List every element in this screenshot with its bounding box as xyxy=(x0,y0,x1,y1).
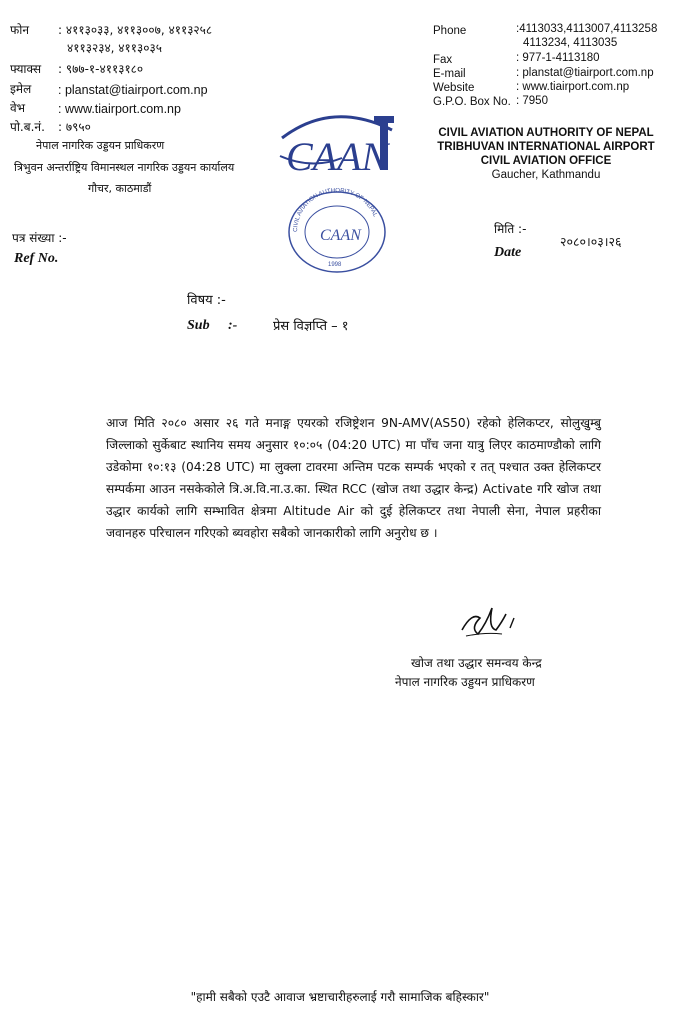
web-label-en: Website xyxy=(433,82,475,94)
footer-slogan: "हामी सबैको एउटै आवाज भ्रष्टाचारीहरुलाई गरौ सामाजिक बहिस्कार" xyxy=(190,990,490,1004)
phone-label-en: Phone xyxy=(433,25,467,37)
web-value-en: : www.tiairport.com.np xyxy=(516,81,630,93)
phone-value-np-2: ४११३२३४, ४११३०३५ xyxy=(67,41,162,55)
subject-label-en: Sub xyxy=(187,318,210,333)
signatory-org: नेपाल नागरिक उड्डयन प्राधिकरण xyxy=(395,675,535,689)
email-value-np: : planstat@tiairport.com.np xyxy=(58,83,208,97)
phone-value-en: :4113033,4113007,4113258 xyxy=(516,23,658,35)
gpo-value-en: : 7950 xyxy=(516,95,548,107)
signatory-unit: खोज तथा उद्धार समन्वय केन्द्र xyxy=(411,656,542,670)
office-location-en: Gaucher, Kathmandu xyxy=(491,169,601,181)
web-label-np: वेभ xyxy=(10,101,26,115)
gpo-label-en: G.P.O. Box No. xyxy=(433,96,511,108)
logo-text: CAAN xyxy=(286,134,389,179)
org-name-np: नेपाल नागरिक उड्डयन प्राधिकरण xyxy=(36,139,165,152)
subject-value: प्रेस विज्ञप्ति – १ xyxy=(273,319,349,334)
ref-label-np: पत्र संख्या :- xyxy=(12,231,67,245)
fax-value-np: : ९७७-१-४११३१८० xyxy=(58,62,144,76)
press-release-body xyxy=(106,412,601,544)
office-location-np: गौचर, काठमाडौं xyxy=(88,182,152,195)
caan-seal xyxy=(283,188,391,276)
web-value-np: : www.tiairport.com.np xyxy=(58,102,181,116)
date-label-np: मिति :- xyxy=(494,222,527,236)
airport-name-en: TRIBHUVAN INTERNATIONAL AIRPORT xyxy=(437,141,655,153)
pobox-value-np: : ७९५० xyxy=(58,120,91,134)
phone-label-np: फोन xyxy=(10,23,30,37)
subject-label-np: विषय :- xyxy=(187,293,226,308)
date-value: २०८०।०३।२६ xyxy=(560,234,622,249)
ref-label-en: Ref No. xyxy=(14,251,59,266)
email-label-np: इमेल xyxy=(10,82,32,96)
handwritten-signature xyxy=(456,600,526,648)
seal-year: 1998 xyxy=(328,262,342,268)
body-paragraph: आज मिति २०८० असार २६ गते मनाङ्ग एयरको रजिष्ट्रेशन 9N-AMV(AS50) रहेको हेलिकप्टर, सोलुखुम्बु जिल्लाको सुर्केबाट स्थानिय समय अनुसार १०:०५ (04:20 UTC) मा पाँच जना यात्रु लिएर काठमाण्डौको लागि उडेकोमा १०:१३ (04:28 UTC) मा लुक्ला टावरमा अन्तिम पटक सम्पर्क भएको र तत् पश्चात उक्त हेलिकप्टर सम्पर्कमा आउन नसकेकोले त्रि.अ.वि.ना.उ.का. स्थित RCC (खोज तथा उद्धार केन्द्र) Activate गरि खोज तथा उद्धार कार्यको लागि सम्भावित क्षेत्रमा Altitude Air को दुई हेलिकप्टर तथा नेपाली सेना, नेपाल प्रहरीका जवानहरु परिचालन गरिएको ब्यवहोरा सबैको जानकारीको लागि अनुरोध छ । xyxy=(106,416,601,540)
seal-text: CIVIL AVIATION AUTHORITY OF NEPAL xyxy=(292,188,378,233)
fax-label-np: फ्याक्स xyxy=(10,62,42,76)
office-name-np: त्रिभुवन अन्तर्राष्ट्रिय विमानस्थल नागरिक उड्डयन कार्यालय xyxy=(14,161,235,174)
email-label-en: E-mail xyxy=(433,68,466,80)
email-value-en: : planstat@tiairport.com.np xyxy=(516,67,654,79)
office-name-en: CIVIL AVIATION OFFICE xyxy=(480,155,612,167)
org-name-en: CIVIL AVIATION AUTHORITY OF NEPAL xyxy=(438,127,654,139)
pobox-label-np: पो.ब.नं. xyxy=(10,120,45,134)
fax-label-en: Fax xyxy=(433,54,453,66)
fax-value-en: : 977-1-4113180 xyxy=(516,52,600,64)
phone-value-en-2: 4113234, 4113035 xyxy=(523,37,618,49)
caan-logo xyxy=(272,108,402,190)
seal-logo-text: CAAN xyxy=(320,227,361,244)
date-label-en: Date xyxy=(494,245,522,260)
phone-value-np: : ४११३०३३, ४११३००७, ४११३२५८ xyxy=(58,23,213,37)
subject-colon: :- xyxy=(228,318,238,333)
